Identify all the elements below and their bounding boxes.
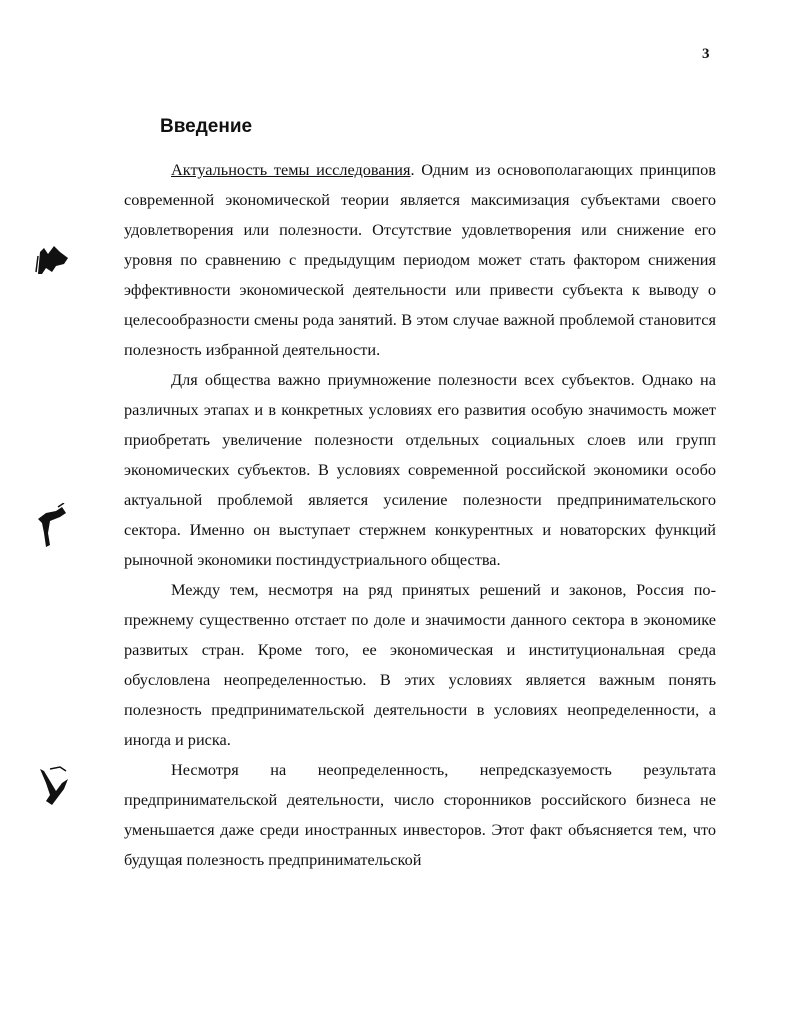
document-body: [124, 155, 716, 875]
paragraph: Для общества важно приумножение полезности всех субъектов. Однако на различных этапах и в конкретных условиях его развития особую значимость может приобретать увеличение полезности отдельных социальных слоев или групп экономических субъектов. В условиях современной российской экономики особо актуальной проблемой является усиление полезности предпринимательского сектора. Именно он выступает стержнем конкурентных и новаторских функций рыночной экономики постиндустриального общества.: [124, 370, 716, 569]
paragraph: [124, 155, 716, 365]
paragraph-lead-underlined: Актуальность темы исследования: [171, 160, 411, 179]
scan-smudge-mark: [36, 503, 70, 549]
scan-smudge-mark: [34, 244, 74, 278]
paragraph-text: . Одним из основополагающих принципов современной экономической теории является максимизация субъектами своего удовлетворения или полезности. Отсутствие удовлетворения или снижение его уровня по сравнению с предыдущим периодом может стать фактором снижения эффективности экономической деятельности или привести субъекта к выводу о целесообразности смены рода занятий. В этом случае важной проблемой становится полезность избранной деятельности.: [124, 160, 716, 359]
page-number: 3: [702, 46, 710, 62]
paragraph: Между тем, несмотря на ряд принятых решений и законов, Россия по-прежнему существенно отстает по доле и значимости данного сектора в экономике развитых стран. Кроме того, ее экономическая и институциональная среда обусловлена неопределенностью. В этих условиях является важным понять полезность предпринимательской деятельности в условиях неопределенности, а иногда и риска.: [124, 580, 716, 749]
paragraph: Несмотря на неопределенность, непредсказуемость результата предпринимательской деятельности, число сторонников российского бизнеса не уменьшается даже среди иностранных инвесторов. Этот факт объясняется тем, что будущая полезность предпринимательской: [124, 760, 716, 869]
scan-smudge-mark: [36, 765, 72, 809]
section-heading: Введение: [160, 116, 253, 137]
